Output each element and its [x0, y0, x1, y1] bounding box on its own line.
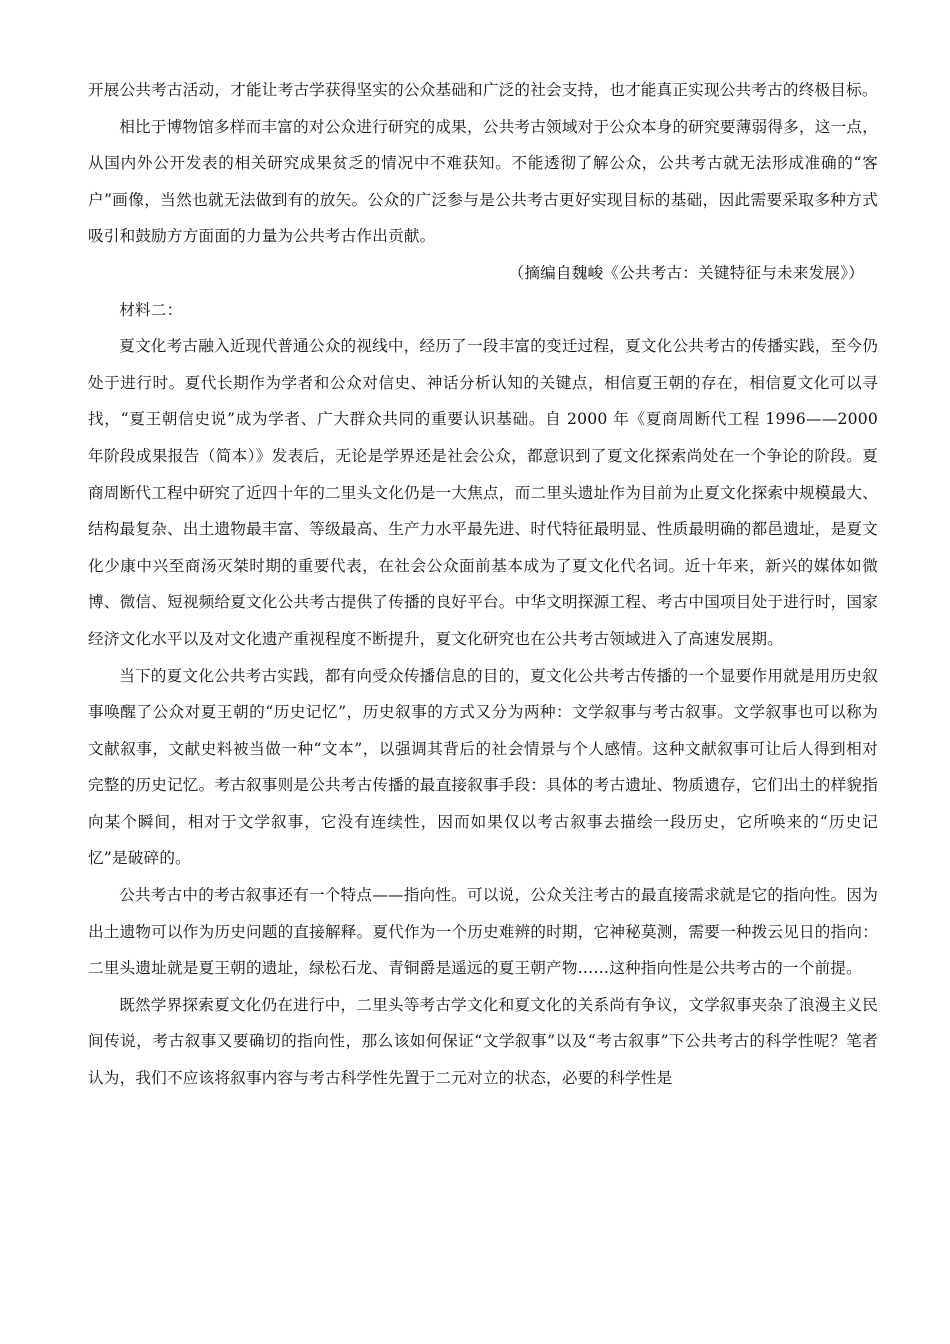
document-page: [88, 72, 878, 1097]
source-citation: （摘编自魏峻《公共考古：关键特征与未来发展》）: [508, 263, 864, 282]
section-label: 材料二：: [119, 300, 183, 319]
paragraph-3: 夏文化考古融入近现代普通公众的视线中，经历了一段丰富的变迁过程，夏文化公共考古的传播实践，至今仍处于进行时。夏代长期作为学者和公众对信史、神话分析认知的关键点，相信夏王朝的存在，相信夏文化可以寻找，“夏王朝信史说”成为学者、广大群众共同的重要认识基础。自 2000 年《夏商周断代工程 1996——2000 年阶段成果报告（简本）》发表后，无论是学界还是社会公众，都意识到了夏文化探索尚处在一个争论的阶段。夏商周断代工程中研究了近四十年的二里头文化仍是一大焦点，而二里头遗址作为目前为止夏文化探索中规模最大、结构最复杂、出土遗物最丰富、等级最高、生产力水平最先进、时代特征最明显、性质最明确的都邑遗址，是夏文化少康中兴至商汤灭桀时期的重要代表，在社会公众面前基本成为了夏文化代名词。近十年来，新兴的媒体如微博、微信、短视频给夏文化公共考古提供了传播的良好平台。中华文明探源工程、考古中国项目处于进行时，国家经济文化水平以及对文化遗产重视程度不断提升，夏文化研究也在公共考古领域进入了高速发展期。: [88, 337, 878, 648]
paragraph-5: 公共考古中的考古叙事还有一个特点——指向性。可以说，公众关注考古的最直接需求就是它的指向性。因为出土遗物可以作为历史问题的直接解释。夏代作为一个历史难辨的时期，它神秘莫测，需要一种拨云见日的指向：二里头遗址就是夏王朝的遗址，绿松石龙、青铜爵是遥远的夏王朝产物……这种指向性是公共考古的一个前提。: [88, 886, 878, 978]
paragraph-1: 开展公共考古活动，才能让考古学获得坚实的公众基础和广泛的社会支持，也才能真正实现公共考古的终极目标。: [88, 81, 878, 99]
paragraph-2: 相比于博物馆多样而丰富的对公众进行研究的成果，公共考古领域对于公众本身的研究要薄弱得多，这一点，从国内外公开发表的相关研究成果贫乏的情况中不难获知。不能透彻了解公众，公共考古就无法形成准确的“客户”画像，当然也就无法做到有的放矢。公众的广泛参与是公共考古更好实现目标的基础，因此需要采取多种方式吸引和鼓励方方面面的力量为公共考古作出贡献。: [88, 117, 878, 246]
paragraph-4: 当下的夏文化公共考古实践，都有向受众传播信息的目的，夏文化公共考古传播的一个显要作用就是用历史叙事唤醒了公众对夏王朝的“历史记忆”，历史叙事的方式又分为两种：文学叙事与考古叙事。文学叙事也可以称为文献叙事，文献史料被当做一种“文本”，以强调其背后的社会情景与个人感情。这种文献叙事可让后人得到相对完整的历史记忆。考古叙事则是公共考古传播的最直接叙事手段：具体的考古遗址、物质遗存，它们出土的样貌指向某个瞬间，相对于文学叙事，它没有连续性，因而如果仅以考古叙事去描绘一段历史，它所唤来的“历史记忆”是破碎的。: [88, 666, 878, 868]
paragraph-6: 既然学界探索夏文化仍在进行中，二里头等考古学文化和夏文化的关系尚有争议，文学叙事夹杂了浪漫主义民间传说，考古叙事又要确切的指向性，那么该如何保证“文学叙事”以及“考古叙事”下公共考古的科学性呢？笔者认为，我们不应该将叙事内容与考古科学性先置于二元对立的状态，必要的科学性是: [88, 995, 878, 1088]
